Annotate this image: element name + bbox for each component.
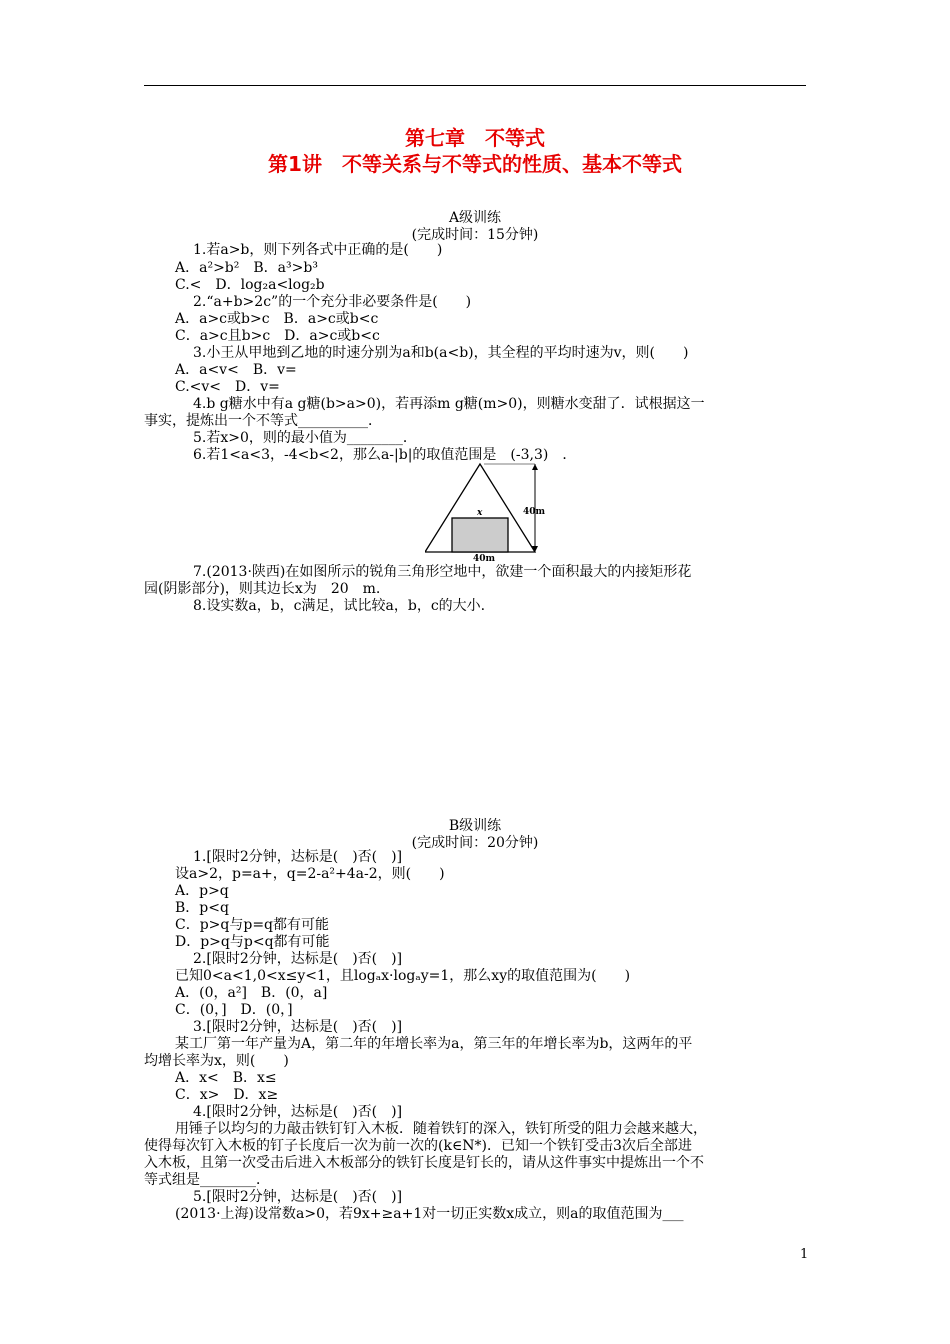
question-line: 6.若1<a<3，-4<b<2，那么a-|b|的取值范围是 (-3,3) ． — [193, 447, 577, 463]
question-line: 4.[限时2分钟，达标是( )否( )] — [193, 1104, 403, 1120]
question-line: 3.[限时2分钟，达标是( )否( )] — [193, 1019, 403, 1035]
triangle-figure — [425, 462, 565, 562]
page-number: 1 — [800, 1247, 809, 1262]
lesson-title: 第1讲 不等关系与不等式的性质、基本不等式 — [268, 152, 682, 176]
question-line: 某工厂第一年产量为A，第二年的年增长率为a，第三年的年增长率为b，这两年的平 — [175, 1036, 693, 1052]
option-line: C．p>q与p=q都有可能 — [175, 917, 330, 933]
option-line: D．p>q与p<q都有可能 — [175, 934, 330, 950]
question-line: 5.若x>0，则的最小值为________． — [193, 430, 417, 446]
option-line: A．p>q — [175, 883, 229, 899]
option-line: A．a>c或b>c B．a>c或b<c — [175, 311, 379, 327]
question-line: 入木板，且第一次受击后进入木板部分的铁钉长度是钉长的，请从这件事实中提炼出一个不 — [144, 1155, 704, 1171]
question-line: 1.[限时2分钟，达标是( )否( )] — [193, 849, 403, 865]
option-line: C．(0，] D．(0，] — [175, 1002, 293, 1018]
shaded-rectangle — [452, 518, 508, 552]
option-line: C.< D．log₂a<log₂b — [175, 277, 325, 293]
header-rule — [144, 85, 806, 86]
question-line: 4.b g糖水中有a g糖(b>a>0)，若再添m g糖(m>0)，则糖水变甜了．试根据这一 — [193, 396, 705, 412]
option-line: A．x< B．x≤ — [175, 1070, 277, 1086]
rect-label: x — [477, 508, 483, 518]
question-line: 2.“a+b>2c”的一个充分非必要条件是( ) — [193, 294, 472, 310]
section-a-title: A级训练 — [448, 210, 502, 226]
section-b-time: (完成时间：20分钟) — [411, 835, 539, 851]
question-line: 使得每次钉入木板的钉子长度后一次为前一次的(k∈N*)．已知一个铁钉受击3次后全部进 — [144, 1138, 692, 1154]
question-line: 等式组是________． — [144, 1172, 270, 1188]
option-line: C.<v< D．v= — [175, 379, 280, 395]
question-line: 用锤子以均匀的力敲击铁钉钉入木板．随着铁钉的深入，铁钉所受的阻力会越来越大， — [175, 1121, 707, 1137]
option-line: C．x> D．x≥ — [175, 1087, 279, 1103]
question-line: 3.小王从甲地到乙地的时速分别为a和b(a<b)，其全程的平均时速为v，则( ) — [193, 345, 689, 361]
question-line: 均增长率为x，则( ) — [144, 1053, 289, 1069]
option-line: A．(0，a²] B．(0，a] — [175, 985, 328, 1001]
question-line: 已知0<a<1,0<x≤y<1，且logₐx·logₐy=1，那么xy的取值范围为( ) — [175, 968, 631, 984]
option-line: A．a²>b² B．a³>b³ — [175, 260, 318, 276]
question-line: 8.设实数a，b，c满足，试比较a，b，c的大小. — [193, 598, 486, 614]
side-label: 40m — [523, 507, 546, 517]
question-line: 事实，提炼出一个不等式__________． — [144, 413, 382, 429]
option-line: C．a>c且b>c D．a>c或b<c — [175, 328, 380, 344]
question-line: 设a>2，p=a+，q=2-a²+4a-2，则( ) — [175, 866, 445, 882]
option-line: B．p<q — [175, 900, 229, 916]
chapter-title: 第七章 不等式 — [405, 126, 545, 150]
section-b-title: B级训练 — [448, 818, 502, 834]
base-label: 40m — [473, 554, 496, 562]
question-line: 1.若a>b，则下列各式中正确的是( ) — [193, 242, 443, 258]
question-line: 7.(2013·陕西)在如图所示的锐角三角形空地中，欲建一个面积最大的内接矩形花 — [193, 564, 692, 580]
question-line: (2013·上海)设常数a>0，若9x+≥a+1对一切正实数x成立，则a的取值范围为___ — [175, 1206, 684, 1222]
question-line: 2.[限时2分钟，达标是( )否( )] — [193, 951, 403, 967]
question-line: 5.[限时2分钟，达标是( )否( )] — [193, 1189, 403, 1205]
option-line: A．a<v< B．v= — [175, 362, 297, 378]
section-a-time: (完成时间：15分钟) — [411, 227, 539, 243]
question-line: 园(阴影部分)，则其边长x为 20 m. — [144, 581, 381, 597]
